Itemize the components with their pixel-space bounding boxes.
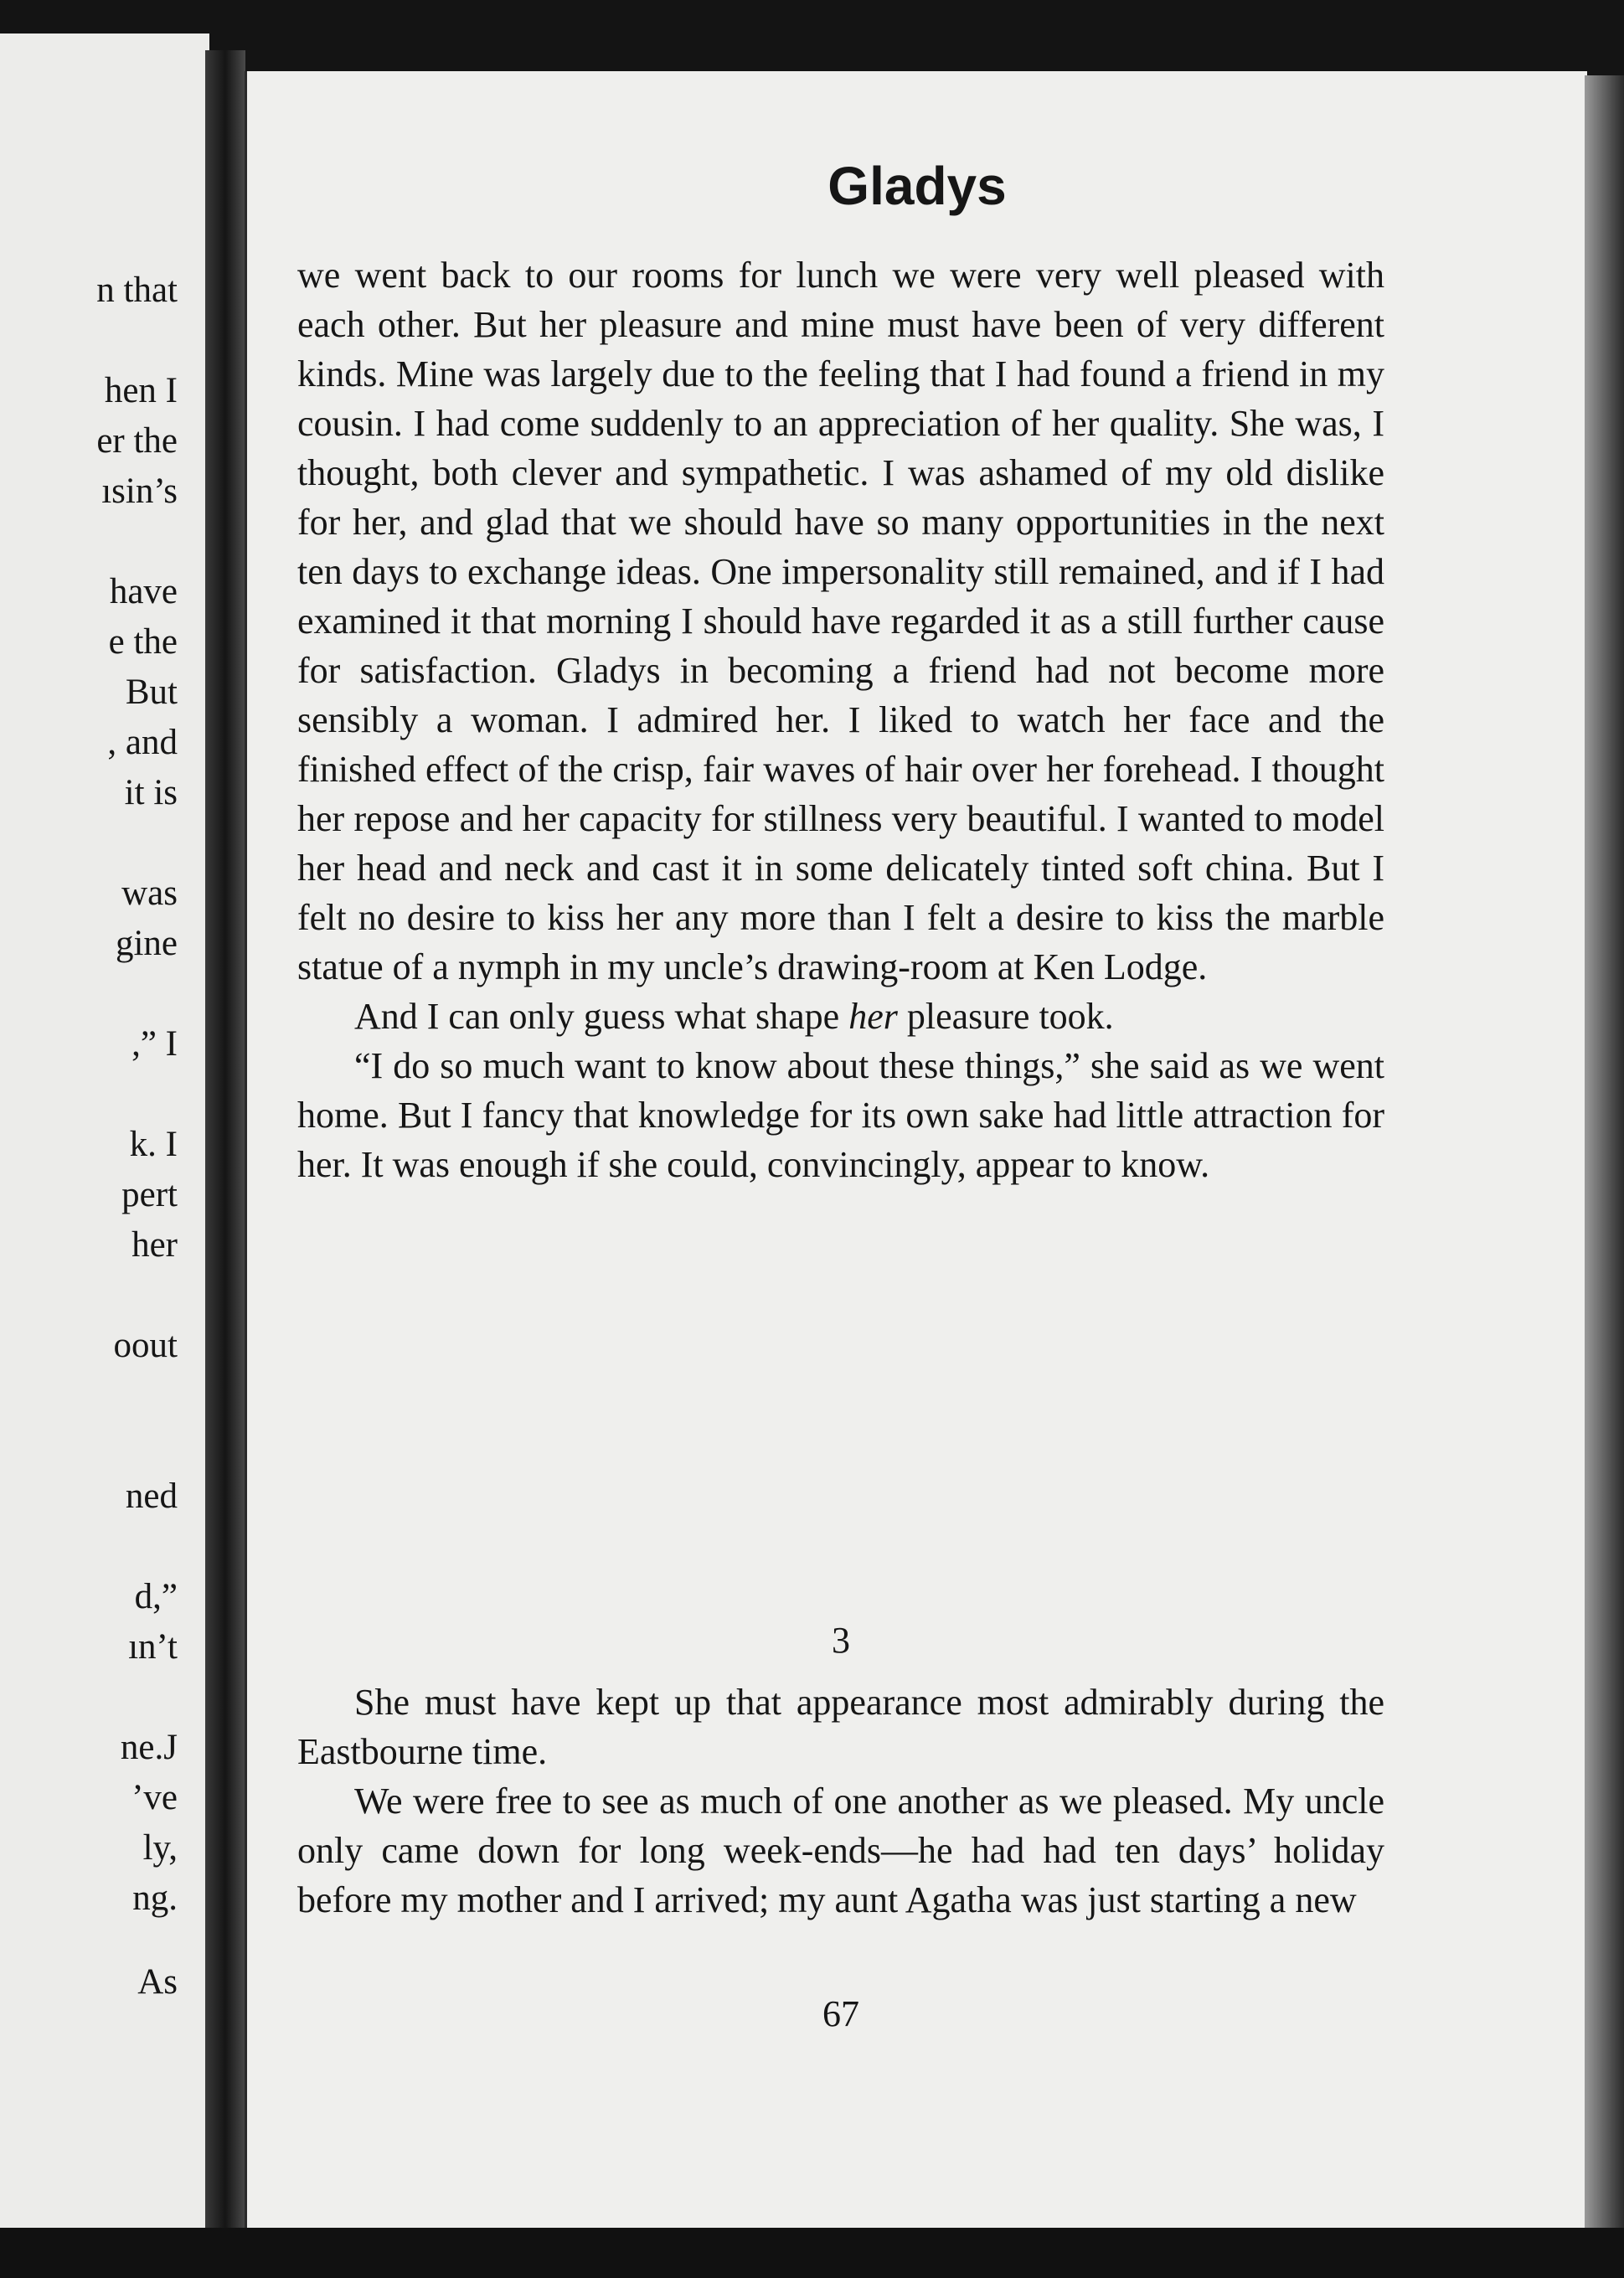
paragraph-text: pleasure took. <box>897 996 1114 1037</box>
section-body <box>297 1678 1384 1925</box>
scan-bottom-edge <box>0 2228 1624 2278</box>
left-page-fragment: oout <box>113 1326 178 1365</box>
left-page-fragment: ’ve <box>131 1778 178 1817</box>
left-page-fragment: it is <box>124 773 178 812</box>
left-page-fragment: But <box>125 673 178 712</box>
left-page-fragment: n that <box>96 271 178 310</box>
left-page-fragment: d,” <box>134 1577 178 1616</box>
left-page-fragment: er the <box>96 421 178 461</box>
left-page-fragment: her <box>131 1225 178 1265</box>
left-page-fragment: pert <box>121 1175 178 1214</box>
previous-page <box>0 34 209 2228</box>
left-page-fragment: e the <box>108 622 178 662</box>
paragraph-text: And I can only guess what shape <box>354 996 849 1037</box>
left-page-fragment: ın’t <box>128 1627 178 1667</box>
paragraph: “I do so much want to know about these things,” she said as we went home. But I fancy that knowledge for its own sake had little attraction for her. It was enough if she could, convincingly, appear to know. <box>297 1045 1384 1185</box>
emphasis: her <box>848 996 898 1037</box>
left-page-fragment: hen I <box>104 371 178 410</box>
section-number: 3 <box>832 1620 850 1661</box>
left-page-fragment: was <box>121 874 178 913</box>
paragraph <box>297 992 1384 1041</box>
left-page-fragment: ne.J <box>120 1728 178 1767</box>
left-page-fragment: As <box>137 1962 178 2002</box>
page-body <box>297 250 1384 1189</box>
paragraph: She must have kept up that appearance most admirably during the Eastbourne time. <box>297 1682 1384 1772</box>
left-page-fragment: k. I <box>129 1125 178 1164</box>
paragraph: we went back to our rooms for lunch we were very well pleased with each other. But her pleasure and mine must have been of very different kinds. Mine was largely due to the feeling that I had found a friend in my cousin. I had come suddenly to an appreciation of her quality. She was, I thought, both clever and sympathetic. I was ashamed of my old dislike for her, and glad that we should have so many opportunities in the next ten days to exchange ideas. One impersonality still remained, and if I had examined it that morning I should have regarded it as a still further cause for satisfaction. Gladys in becoming a friend had not become more sensibly a woman. I admired her. I liked to watch her face and the finished effect of the crisp, fair waves of hair over her forehead. I thought her repose and her capacity for stillness very beautiful. I wanted to model her head and neck and cast it in some delicately tinted soft china. But I felt no desire to kiss her any more than I felt a desire to kiss the marble statue of a nymph in my uncle’s drawing-room at Ken Lodge. <box>297 255 1384 987</box>
running-head: Gladys <box>827 156 1007 216</box>
left-page-fragment: gine <box>115 924 178 963</box>
left-page-fragment: , and <box>107 723 178 762</box>
page-edge-shadow <box>1585 75 1624 2228</box>
book-page <box>245 71 1587 2232</box>
left-page-fragment: ned <box>125 1477 178 1516</box>
paragraph: We were free to see as much of one another as we pleased. My uncle only came down for long week-ends—he had had ten days’ holiday before my mother and I arrived; my aunt Agatha was just starting a new <box>297 1781 1384 1920</box>
left-page-fragment: ng. <box>132 1879 178 1918</box>
left-page-fragment: ly, <box>142 1828 178 1868</box>
left-page-fragment: ,” I <box>131 1024 178 1064</box>
book-gutter <box>205 50 245 2228</box>
left-page-fragment: have <box>109 572 178 611</box>
left-page-fragment: ısin’s <box>101 472 178 511</box>
page-number: 67 <box>822 1993 859 2034</box>
